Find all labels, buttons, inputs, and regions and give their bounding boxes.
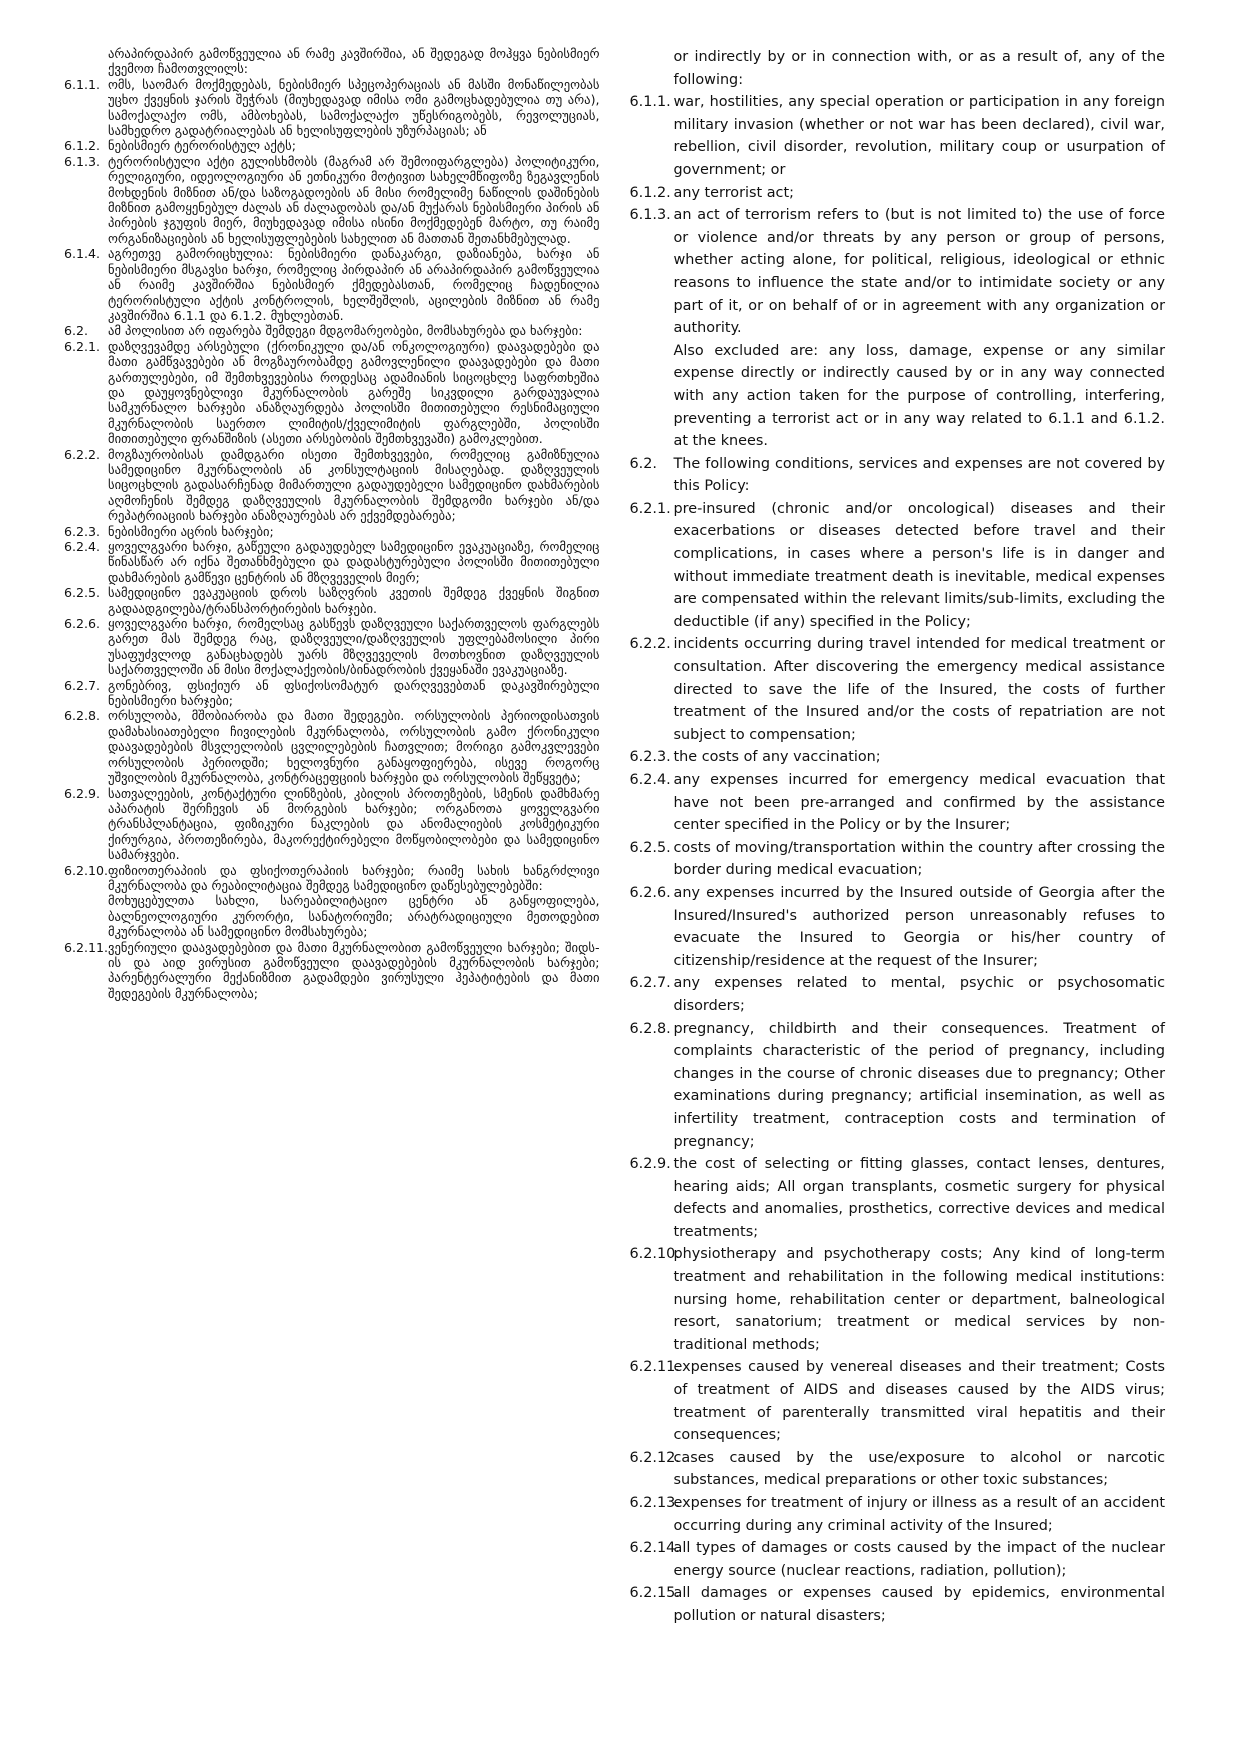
clause-text: an act of terrorism refers to (but is not limited to) the use of force or violence and/or threats by any person or group of persons, whether acting alone, for political, religious, ideological or ethnic reasons to influence the state and/or to intimidate society or any part of it, or on behalf of or in agreement with any organization or authority.	[673, 207, 1165, 337]
clause-number: 6.1.3.	[629, 207, 671, 224]
clause	[64, 77, 600, 139]
clause	[64, 246, 600, 323]
clause	[64, 940, 600, 1002]
clause	[630, 1153, 1166, 1243]
clause-text: The following conditions, services and expenses are not covered by this Policy:	[673, 455, 1165, 495]
clause-text: გონებრივ, ფსიქიურ ან ფსიქოსომატურ დარღვევებთან დაკავშირებული ნებისმიერი ხარჯები;	[108, 677, 600, 709]
clause	[630, 204, 1166, 340]
clause-number: 6.2.3.	[64, 523, 101, 539]
clause-number: 6.2.7.	[64, 677, 101, 693]
clause-number: 6.1.1.	[629, 94, 671, 111]
georgian-column	[64, 46, 600, 1754]
clause-number: 6.2.10.	[629, 1246, 680, 1263]
clause-text: any terrorist act;	[673, 184, 794, 201]
clause-text: all damages or expenses caused by epidemics, environmental pollution or natural disasters;	[673, 1585, 1165, 1624]
clause-text: ნებისმიერ ტერორისტულ აქტს;	[108, 138, 296, 154]
clause	[630, 1018, 1166, 1154]
clause-text: expenses caused by venereal diseases and their treatment; Costs of treatment of AIDS and diseases caused by the AIDS virus; treatment of parenterally transmitted viral hepatitis and their consequences;	[673, 1359, 1165, 1444]
clause-continuation: Also excluded are: any loss, damage, expense or any similar expense directly or indirectly caused by or in any way connected with any action taken for the purpose of controlling, interfering, preventing a terrorist act or in any way related to 6.1.1 and 6.1.2. at the knees.	[673, 342, 1165, 450]
clause-text: მოგზაურობისას დამდგარი ისეთი შემთხვევები, რომელიც გამიზნულია სამედიცინო მკურნალობის ან კონსულტაციის მისაღებად. დაზღვეულის სიცოცხლის გადასარჩენად მიმართული გადაუდებელი სამედიცინო დახმარების აღმოჩენის შემდეგ დაზღვეულის მკურნალობის შემდგომი ხარჯები ან/და რეპატრიაციის ხარჯები ანაზღაურებას არ ექვემდებარება;	[108, 446, 600, 524]
clause-number: 6.2.2.	[629, 636, 671, 653]
clause-text: pre-insured (chronic and/or oncological) diseases and their exacerbations or diseases detected before travel and their complications, in cases where a person's life is in danger and without immediate treatment death is inevitable, medical expenses are compensated within the relevant limits/sub-limits, excluding the deductible (if any) specified in the Policy;	[673, 500, 1165, 630]
clause-text: სათვალეების, კონტაქტური ლინზების, კბილის პროთეზების, სმენის დამხმარე აპარატის შერჩევის ან მორგების ხარჯები; ორგანოთა ყოველგვარი ტრანსპლანტაცია, ფიზიკური ნაკლების და ანომალიების კოსმეტიკური ქირურგია, პროთეზირება, მაკორექტირებელი მოწყობილობები და სამედიცინო სამარჯვები.	[108, 785, 600, 863]
clause	[630, 1243, 1166, 1356]
clause-text: all types of damages or costs caused by the impact of the nuclear energy source (nuclear reactions, radiation, pollution);	[673, 1540, 1165, 1579]
clause-text: ორსულობა, მშობიარობა და მათი შედეგები. ორსულობის პერიოდისათვის დამახასიათებელი ჩივილების მკურნალობა, ორსულობის გამო ქრონიკული დაავადებების მსვლელობის ცვლილებების ჩათვლით; მორიგი გამოკვლევები ორსულობის პერიოდში; ხელოვნური განაყოფიერება, ისევე როგორც უშვილობის მკურნალობა, კონტრაცეფციის ხარჯები და ორსულობის შეწყვეტა;	[108, 708, 600, 786]
clause	[630, 182, 1166, 205]
clause-number: 6.1.2.	[64, 138, 101, 154]
clause-number: 6.2.8.	[64, 708, 101, 724]
clause-number: 6.2.7.	[629, 975, 671, 992]
clause-number: 6.1.4.	[64, 246, 101, 262]
clause-text: დაზღვევამდე არსებული (ქრონიკული და/ან ონკოლოგიური) დაავადებები და მათი გამწვავებები ან მოგზაურობამდე გამოვლენილი დაავადებები და მათი გართულებები, იმ შემთხვევებისა როდესაც ადამიანის სიცოცხლე საფრთხეშია და დაუყოვნებლივი მკურნალობის გარეშე სიკვდილი გარდაუვალია სამკურნალო ხარჯები ანაზღაურდება პოლისში მითითებული რესნიმაციული მკურნალობის საერთო ლიმიტის/ქველიმიტის ფარგლებში, პოლისში მითითებული ფრანშიზის (ასეთი არსებობის შემთხვევაში) გამოკლებით.	[108, 338, 600, 447]
clause	[64, 708, 600, 785]
clause-text: expenses for treatment of injury or illness as a result of an accident occurring during any criminal activity of the Insured;	[673, 1495, 1165, 1534]
clause-number: 6.2.	[629, 455, 657, 472]
clause	[64, 524, 600, 539]
clause-number: 6.2.6.	[629, 884, 671, 901]
clause-text: any expenses incurred for emergency medical evacuation that have not been pre-arranged and confirmed by the assistance center specified in the Policy or by the Insurer;	[673, 772, 1165, 834]
clause-text: ამ პოლისით არ იფარება შემდეგი მდგომარეობები, მომსახურება და ხარჯები:	[108, 323, 583, 339]
clause	[64, 138, 600, 153]
clause	[64, 616, 600, 678]
clause-text: costs of moving/transportation within the country after crossing the border during medical evacuation;	[673, 839, 1165, 879]
english-intro: or indirectly by or in connection with, or as a result of, any of the following:	[673, 49, 1165, 88]
clause	[630, 1582, 1166, 1627]
clause-number: 6.1.2.	[629, 184, 671, 201]
clause	[64, 339, 600, 447]
clause-number: 6.2.12.	[629, 1449, 680, 1466]
clause-number: 6.2.5.	[64, 585, 101, 601]
clause	[630, 1492, 1166, 1537]
clause	[64, 678, 600, 709]
clause-number: 6.2.1.	[629, 500, 671, 517]
clause	[630, 837, 1166, 882]
clause	[630, 882, 1166, 972]
clause-text: the costs of any vaccination;	[673, 749, 881, 766]
clause-number: 6.2.11.	[629, 1359, 680, 1376]
clause-number: 6.1.3.	[64, 153, 101, 169]
clause	[630, 1447, 1166, 1492]
clause-text: the cost of selecting or fitting glasses, contact lenses, dentures, hearing aids; All organ transplants, cosmetic surgery for physical defects and anomalies, prosthetics, corrective devices and medical treatments;	[673, 1156, 1165, 1240]
clause-number: 6.2.9.	[64, 785, 101, 801]
clause-text: war, hostilities, any special operation or participation in any foreign military invasion (whether or not war has been declared), civil war, rebellion, civil disorder, revolution, military coup or usurpation of government; or	[673, 94, 1165, 178]
clause	[64, 863, 600, 894]
clause-number: 6.2.	[64, 323, 89, 339]
clause-text: cases caused by the use/exposure to alcohol or narcotic substances, medical preparations or other toxic substances;	[673, 1449, 1165, 1489]
clause-text: ყოველგვარი ხარჯი, რომელსაც გასწევს დაზღვეული საქართველოს ფარგლებს გარეთ მას შემდეგ რაც, დაზღვეული/დაზღვეულის უფლებამოსილი პირი უსაფუძვლოდ განაცხადებს უარს მზღვეველის მოთხოვნით დაზღვეულის საქართველოში ან მისი მოქალაქეობის/ბინადრობის ქვეყანაში ევაკუაციაზე.	[108, 616, 600, 678]
clause	[630, 746, 1166, 769]
clause	[630, 769, 1166, 837]
clause	[630, 91, 1166, 181]
clause	[64, 447, 600, 524]
clause-number: 6.2.9.	[629, 1156, 671, 1173]
georgian-clause-list	[64, 77, 600, 1001]
clause-text: any expenses related to mental, psychic or psychosomatic disorders;	[673, 975, 1165, 1014]
clause	[630, 498, 1166, 634]
clause-number: 6.2.3.	[629, 749, 671, 766]
clause-text: incidents occurring during travel intended for medical treatment or consultation. After discovering the emergency medical assistance directed to save the life of the Insured, the costs of further treatment of the Insured and/or the costs of repatriation are not subject to compensation;	[673, 636, 1165, 743]
clause	[64, 154, 600, 246]
clause-number: 6.2.8.	[629, 1020, 671, 1037]
clause-number: 6.2.15.	[629, 1585, 680, 1602]
clause-text: pregnancy, childbirth and their consequences. Treatment of complaints characteristic of the period of pregnancy, including changes in the course of chronic diseases due to pregnancy; Other examinations during pregnancy; artificial insemination, as well as infertility treatment, contraception costs and termination of pregnancy;	[673, 1020, 1165, 1150]
clause-number: 6.2.6.	[64, 616, 101, 632]
clause-text: სამედიცინო ევაკუაციის დროს საზღვრის კვეთის შემდეგ ქვეყნის შიგნით გადაადგილება/ტრანსპორტირების ხარჯები.	[108, 585, 600, 616]
clause-number: 6.2.5.	[629, 839, 671, 856]
clause-text: ვენერიული დაავადებებით და მათი მკურნალობით გამოწვეული ხარჯები; შიდს-ის და აიდ ვირუსით გამოწვეული დაავადებების მკურნალობის ხარჯები; პარენტერალური მექანიზმით გადამდები ვირუსული ჰეპატიტების და მათი შედეგების მკურნალობა;	[108, 939, 600, 1001]
clause-text: any expenses incurred by the Insured outside of Georgia after the Insured/Insured's authorized person unreasonably refuses to evacuate the Insured to Georgia or his/her country of citizenship/residence at the request of the Insurer;	[673, 884, 1165, 969]
clause	[64, 539, 600, 585]
english-clause-list	[630, 91, 1166, 1627]
georgian-intro: არაპირდაპირ გამოწვეულია ან რამე კავშირშია, ან შედეგად მოჰყვა ნებისმიერ ქვემოთ ჩამოთვლილს:	[108, 46, 600, 77]
clause-text: ფიზიოთერაპიის და ფსიქოთერაპიის ხარჯები; რაიმე სახის ხანგრძლივი მკურნალობა და რეაბილიტაცია შემდეგ სამედიცინო დაწესებულებებში:	[108, 862, 600, 893]
clause	[64, 323, 600, 338]
clause	[64, 585, 600, 616]
clause	[630, 633, 1166, 746]
clause-number: 6.2.10.	[64, 862, 109, 878]
clause-text: ნებისმიერი აცრის ხარჯები;	[108, 523, 274, 539]
clause-text: ტერორისტული აქტი გულისხმობს (მაგრამ არ შემოიფარგლება) პოლიტიკური, რელიგიური, იდეოლოგიური ან ეთნიკური მოტივით სახელმწიფოზე ზეგავლენის მოხდენის მიზნით ან/და საზოგადოების ან მისი რომელიმე ნაწილის დაშინების მიზნით გამოყენებულ ძალას ან ძალადობას და/ან მუქარას ნებისმიერი პირის ან პირების ჯგუფის მიერ, მიუხედავად იმისა ისინი მოქმედებენ მარტო, თუ რაიმე ორგანიზაციების ან ხელისუფლებების სახელით ან მათთან შეთანხმებულად.	[108, 153, 600, 246]
english-column	[630, 46, 1166, 1754]
clause-text: აგრეთვე გამორიცხულია: ნებისმიერი დანაკარგი, დაზიანება, ხარჯი ან ნებისმიერი მსგავსი ხარჯი, რომელიც პირდაპირ ან არაპირდაპირ გამოწვეულია ან რაიმე კავშირშია ნებისმიერ ქმედებასთან, რომელიც ჩადენილია ტერორისტული აქტის კონტროლის, ხელშეშლის, აცილების მიზნით ან რამე კავშირშია 6.1.1 და 6.1.2. მუხლებთან.	[108, 246, 600, 323]
clause-number: 6.2.13.	[629, 1495, 680, 1511]
clause	[630, 1537, 1166, 1582]
clause-number: 6.2.11.	[64, 939, 109, 955]
clause-text: physiotherapy and psychotherapy costs; Any kind of long-term treatment and rehabilitation in the following medical institutions: nursing home, rehabilitation center or department, balneological resort, sanatorium; treatment or medical services by non-traditional methods;	[673, 1246, 1165, 1353]
clause-number: 6.2.14.	[629, 1540, 680, 1557]
clause-continuation: მოხუცებულთა სახლი, სარეაბილიტაციო ცენტრი ან განყოფილება, ბალნეოლოგიური კურორტი, სანატორიუმი; არატრადიციული მეთოდებით მკურნალობა ან სამედიცინო მომსახურება;	[108, 893, 600, 940]
clause	[630, 1356, 1166, 1446]
clause	[630, 453, 1166, 498]
clause-number: 6.2.4.	[64, 539, 101, 554]
clause-number: 6.2.2.	[64, 446, 101, 462]
clause-text: ყოველგვარი ხარჯი, გაწეული გადაუდებელ სამედიცინო ევაკუაციაზე, რომელიც წინასწარ არ იქნა შეთანხმებული და დადასტურებული პოლისში მითითებული დახმარების გამწევი ცენტრის ან მზღვეველის მიერ;	[108, 539, 600, 585]
clause-text: ომს, საომარ მოქმედებას, ნებისმიერ სპეცოპერაციას ან მასში მონაწილეობას უცხო ქვეყნის ჯარის შეჭრას (მიუხედავად იმისა ომი გამოცხადებულია თუ არა), სამოქალაქო ომს, ამბოხებას, სამოქალაქო უწესრიგობებს, რევოლუციას, სამხედრო გადატრიალებას ან ხელისუფლების უზურპაციას; ან	[108, 76, 600, 139]
clause-number: 6.2.4.	[629, 772, 671, 788]
clause	[64, 786, 600, 863]
clause	[630, 972, 1166, 1017]
clause-number: 6.1.1.	[64, 76, 101, 92]
clause-number: 6.2.1.	[64, 338, 101, 354]
